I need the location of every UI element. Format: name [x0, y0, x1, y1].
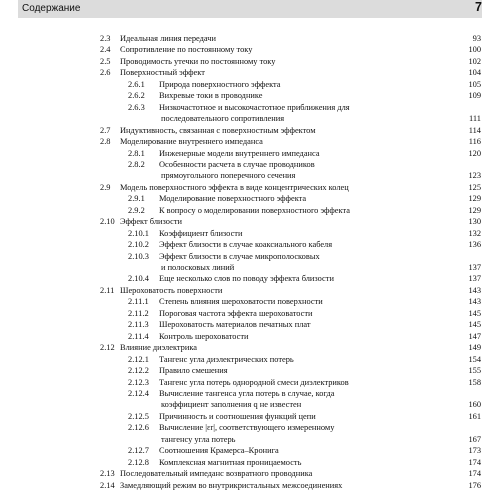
- toc-entry-title: Моделирование внутреннего импеданса: [120, 137, 263, 147]
- toc-entry-title: Сопротивление по постоянному току: [120, 45, 253, 55]
- toc-entry-page: 145: [468, 320, 481, 330]
- toc-entry-number: 2.8.1: [128, 148, 145, 158]
- toc-entry[interactable]: [0, 469, 500, 481]
- toc-entry-number: 2.12: [100, 343, 115, 353]
- toc-entry-title: Эффект близости в случае коаксиального кабеля: [159, 240, 333, 250]
- toc-entry-page: 147: [468, 331, 481, 341]
- toc-entry[interactable]: [0, 160, 500, 172]
- toc-entry-page: 143: [468, 285, 481, 295]
- toc-entry-page: 143: [468, 297, 481, 307]
- toc-entry-page: 160: [468, 400, 481, 410]
- toc-entry-number: 2.9: [100, 182, 111, 192]
- toc-entry-page: 161: [468, 411, 481, 421]
- toc-entry-title: Комплексная магнитная проницаемость: [159, 457, 302, 467]
- toc-entry-page: 120: [468, 148, 481, 158]
- toc-entry-title: Вихревые токи в проводнике: [159, 91, 263, 101]
- toc-entry[interactable]: [0, 149, 500, 161]
- toc-entry-page: 109: [468, 91, 481, 101]
- toc-entry-number: 2.13: [100, 469, 115, 479]
- toc-entry-title: К вопросу о моделировании поверхностного эффекта: [159, 205, 350, 215]
- toc-entry[interactable]: [0, 252, 500, 264]
- toc-entry-title: Степень влияния шероховатости поверхности: [159, 297, 323, 307]
- toc-entry-title: Вычисление |εr|, соответствующего измеренному: [159, 423, 335, 433]
- toc-entry-title: Особенности расчета в случае проводников: [159, 159, 315, 169]
- toc-entry-page: 154: [468, 354, 481, 364]
- toc-entry-title: Идеальная линия передачи: [120, 34, 216, 43]
- toc-entry-title: Поверхностный эффект: [120, 68, 205, 78]
- toc-entry-page: 167: [468, 434, 481, 444]
- toc-entry[interactable]: [0, 68, 500, 80]
- toc-entry-page: 104: [468, 68, 481, 78]
- toc-entry-title: прямоугольного поперечного сечения: [161, 171, 296, 181]
- toc-entry[interactable]: [0, 274, 500, 286]
- toc-entry-title: Коэффициент близости: [159, 228, 243, 238]
- toc-entry-title: тангенсу угла потерь: [161, 434, 236, 444]
- toc-entry-title: Индуктивность, связанная с поверхностным эффектом: [120, 125, 316, 135]
- toc-entry-number: 2.11.3: [128, 320, 149, 330]
- toc-entry-page: 174: [468, 457, 481, 467]
- toc-entry-number: 2.8: [100, 137, 111, 147]
- toc-entry[interactable]: [0, 45, 500, 57]
- toc-entry[interactable]: [0, 114, 500, 126]
- toc-entry[interactable]: [0, 103, 500, 115]
- toc-entry-page: 137: [468, 263, 481, 272]
- toc-entry-page: 116: [468, 137, 481, 147]
- toc-entry[interactable]: [0, 183, 500, 195]
- toc-entry-number: 2.11.4: [128, 331, 149, 341]
- toc-entry[interactable]: [0, 320, 500, 332]
- toc-entry[interactable]: [0, 400, 500, 412]
- toc-entry-number: 2.14: [100, 480, 115, 490]
- toc-entry[interactable]: [0, 446, 500, 458]
- toc-entry[interactable]: [0, 309, 500, 321]
- toc-entry[interactable]: [0, 343, 500, 355]
- toc-entry-number: 2.9.1: [128, 194, 145, 204]
- toc-entry-number: 2.12.4: [128, 388, 149, 398]
- toc-entry-title: Соотношения Крамерса–Кронига: [159, 446, 279, 456]
- toc-entry[interactable]: [0, 378, 500, 390]
- toc-entry-page: 100: [468, 45, 481, 55]
- toc-entry-number: 2.12.1: [128, 354, 149, 364]
- toc-entry-number: 2.6.1: [128, 79, 145, 89]
- running-header-title: Содержание: [22, 3, 81, 14]
- toc-entry[interactable]: [0, 126, 500, 138]
- toc-entry-title: Шероховатость поверхности: [120, 285, 223, 295]
- toc-entry-page: 158: [468, 377, 481, 387]
- toc-entry[interactable]: [0, 286, 500, 298]
- toc-entry-page: 155: [468, 366, 481, 376]
- toc-entry-title: Причинность и соотношения функций цепи: [159, 411, 316, 421]
- toc-entry[interactable]: [0, 423, 500, 435]
- toc-entry-title: Вычисление тангенса угла потерь в случае, когда: [159, 388, 335, 398]
- toc-entry-page: 174: [468, 469, 481, 479]
- toc-entry-title: Пороговая частота эффекта шероховатости: [159, 308, 313, 318]
- toc-entry-page: 130: [468, 217, 481, 227]
- toc-entry-page: 176: [468, 480, 481, 490]
- toc-entry[interactable]: [0, 171, 500, 183]
- page-number: 7: [475, 0, 482, 14]
- toc-entry-page: 129: [468, 205, 481, 215]
- toc-entry-number: 2.12.2: [128, 366, 149, 376]
- toc-entry-title: и полосковых линий: [161, 263, 235, 272]
- toc-entry[interactable]: [0, 263, 500, 275]
- toc-entry-title: Контроль шероховатости: [159, 331, 249, 341]
- toc-entry[interactable]: [0, 80, 500, 92]
- toc-entry-title: последовательного сопротивления: [161, 114, 285, 124]
- toc-entry[interactable]: [0, 206, 500, 218]
- toc-entry-page: 114: [468, 125, 481, 135]
- toc-entry[interactable]: [0, 481, 500, 493]
- toc-entry-title: Низкочастотное и высокочастотное приближения для: [159, 102, 350, 112]
- toc-entry[interactable]: [0, 229, 500, 241]
- toc-entry-title: Тангенс угла диэлектрических потерь: [159, 354, 294, 364]
- toc-entry[interactable]: [0, 91, 500, 103]
- toc-entry-number: 2.12.6: [128, 423, 149, 433]
- toc-entry-number: 2.10.3: [128, 251, 149, 261]
- toc-entry-number: 2.12.7: [128, 446, 149, 456]
- toc-entry-title: Природа поверхностного эффекта: [159, 79, 281, 89]
- toc-entry-page: 123: [468, 171, 481, 181]
- toc-entry-number: 2.10.2: [128, 240, 149, 250]
- toc-entry[interactable]: [0, 297, 500, 309]
- toc-entry-page: 149: [468, 343, 481, 353]
- toc-entry-number: 2.6.2: [128, 91, 145, 101]
- toc-entry-number: 2.11.2: [128, 308, 149, 318]
- toc-entry-number: 2.6: [100, 68, 111, 78]
- toc-entry[interactable]: [0, 217, 500, 229]
- toc-entry[interactable]: [0, 458, 500, 470]
- toc-entry-number: 2.10.1: [128, 228, 149, 238]
- toc-entry-title: коэффициент заполнения q не известен: [161, 400, 302, 410]
- toc-entry-title: Правило смешения: [159, 366, 228, 376]
- toc-entry-page: 132: [468, 228, 481, 238]
- toc-entry[interactable]: [0, 355, 500, 367]
- toc-entry-title: Модель поверхностного эффекта в виде концентрических колец: [120, 182, 349, 192]
- toc-entry-title: Последовательный импеданс возвратного проводника: [120, 469, 313, 479]
- toc-entry-title: Инженерные модели внутреннего импеданса: [159, 148, 320, 158]
- toc-entry-title: Моделирование поверхностного эффекта: [159, 194, 307, 204]
- toc-entry-number: 2.12.8: [128, 457, 149, 467]
- toc-entry-page: 102: [468, 56, 481, 66]
- toc-entry-title: Влияние диэлектрика: [120, 343, 198, 353]
- toc-entry[interactable]: [0, 366, 500, 378]
- toc-entry-title: Проводимость утечки по постоянному току: [120, 56, 276, 66]
- toc-entry-page: 105: [468, 79, 481, 89]
- toc-entry[interactable]: [0, 389, 500, 401]
- toc-entry-number: 2.12.3: [128, 377, 149, 387]
- toc-entry[interactable]: [0, 412, 500, 424]
- toc-entry-page: 129: [468, 194, 481, 204]
- toc-entry[interactable]: [0, 240, 500, 252]
- toc-entry-number: 2.10.4: [128, 274, 149, 284]
- toc-entry-page: 173: [468, 446, 481, 456]
- toc-entry[interactable]: [0, 194, 500, 206]
- toc-entry-number: 2.12.5: [128, 411, 149, 421]
- toc-entry-page: 111: [469, 114, 481, 124]
- toc-entry[interactable]: [0, 332, 500, 344]
- toc-entry[interactable]: [0, 57, 500, 69]
- toc-entry-page: 125: [468, 182, 481, 192]
- toc-entry-page: 136: [468, 240, 481, 250]
- toc-entry[interactable]: [0, 435, 500, 447]
- toc-entry[interactable]: [0, 34, 500, 46]
- toc-entry-number: 2.11.1: [128, 297, 149, 307]
- toc-entry-number: 2.6.3: [128, 102, 145, 112]
- toc-entry-number: 2.4: [100, 45, 111, 55]
- toc-entry-title: Шероховатость материалов печатных плат: [159, 320, 311, 330]
- toc-entry-number: 2.9.2: [128, 205, 145, 215]
- toc-entry-title: Тангенс угла потерь однородной смеси диэлектриков: [159, 377, 349, 387]
- toc-entry-number: 2.10: [100, 217, 115, 227]
- toc-entry-number: 2.3: [100, 34, 111, 43]
- toc-entry-page: 137: [468, 274, 481, 284]
- toc-entry-number: 2.11: [100, 285, 115, 295]
- toc-entry[interactable]: [0, 137, 500, 149]
- toc-entry-page: 145: [468, 308, 481, 318]
- toc-entry-number: 2.5: [100, 56, 111, 66]
- toc-entry-title: Замедляющий режим во внутрикристальных межсоединениях: [120, 480, 343, 490]
- toc-entry-title: Эффект близости: [120, 217, 182, 227]
- toc-entry-title: Еще несколько слов по поводу эффекта близости: [159, 274, 334, 284]
- toc-entry-number: 2.8.2: [128, 159, 145, 169]
- toc-entry-number: 2.7: [100, 125, 111, 135]
- toc-entry-page: 93: [472, 34, 481, 43]
- toc-entry-title: Эффект близости в случае микрополосковых: [159, 251, 320, 261]
